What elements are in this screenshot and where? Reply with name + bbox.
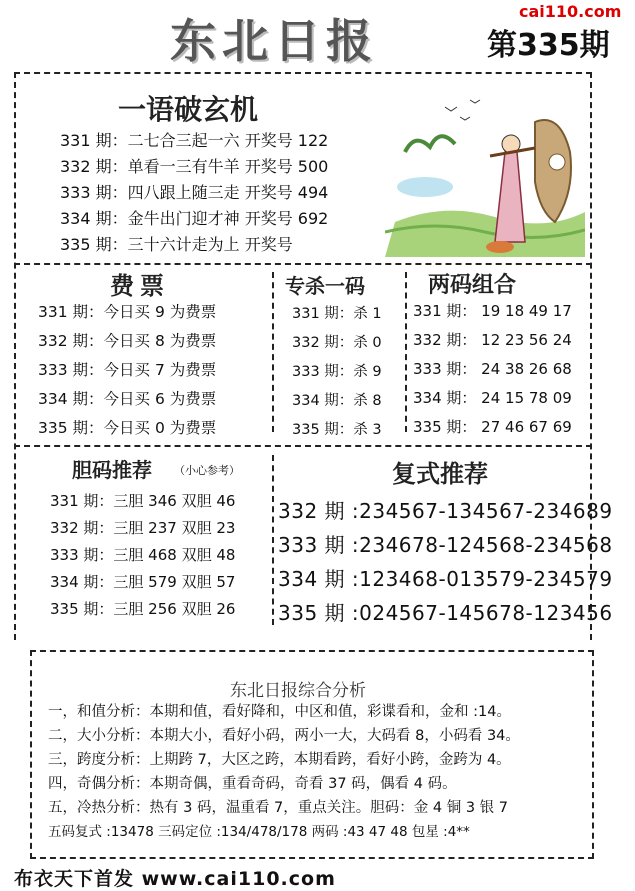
zhuansha-title: 专杀一码 [285, 274, 365, 298]
issue-number: 第335期 [487, 28, 610, 63]
analysis-list [48, 700, 520, 844]
danma-row: 333 期：三胆 468 双胆 48 [50, 546, 236, 564]
danma-row: 335 期：三胆 256 双胆 26 [50, 600, 236, 618]
liangma-row: 334 期： 24 15 78 09 [413, 389, 572, 407]
zhuansha-row: 331 期：杀 1 [292, 306, 382, 322]
yiyu-row: 335 期：三十六计走为上 开奖号 [60, 235, 293, 254]
analysis-title: 东北日报综合分析 [230, 681, 366, 701]
feipiao-row: 332 期：今日买 8 为费票 [38, 332, 217, 350]
fushi-row: 335 期 :024567-145678-123456 [278, 601, 613, 625]
zhuansha-row: 333 期：杀 9 [292, 364, 382, 380]
danma-note: （小心参考） [174, 464, 240, 477]
liangma-row: 335 期： 27 46 67 69 [413, 418, 572, 436]
analysis-row: 五，冷热分析：热有 3 码，温重看 7，重点关注。胆码：金 4 铜 3 银 7 [48, 800, 508, 816]
yiyu-row: 334 期：金牛出门迎才神 开奖号 692 [60, 209, 329, 228]
yiyu-row: 331 期：二七合三起一六 开奖号 122 [60, 131, 329, 150]
frame-left [14, 72, 16, 640]
liangma-row: 331 期： 19 18 49 17 [413, 302, 572, 320]
analysis-row: 四，奇偶分析：本期奇偶，重看奇码，奇看 37 码，偶看 4 码。 [48, 776, 457, 792]
analysis-row: 三，跨度分析：上期跨 7，大区之跨，本期看跨，看好小跨，金跨为 4。 [48, 752, 511, 768]
yiyu-title: 一语破玄机 [118, 93, 259, 126]
fushi-row: 332 期 :234567-134567-234689 [278, 499, 613, 523]
liangma-title: 两码组合 [428, 273, 517, 298]
feipiao-row: 334 期：今日买 6 为费票 [38, 390, 217, 408]
flute-player-illustration [385, 92, 585, 257]
analysis-row: 一，和值分析：本期和值，看好降和，中区和值，彩谍看和，金和 :14。 [48, 704, 511, 720]
frame-top [14, 72, 592, 74]
fushi-row: 334 期 :123468-013579-234579 [278, 567, 613, 591]
fushi-row: 333 期 :234678-124568-234568 [278, 533, 613, 557]
liangma-row: 332 期： 12 23 56 24 [413, 331, 572, 349]
feipiao-row: 331 期：今日买 9 为费票 [38, 303, 217, 321]
danma-row: 334 期：三胆 579 双胆 57 [50, 573, 236, 591]
feipiao-title: 费票 [110, 272, 170, 300]
liangma-list [413, 300, 572, 445]
danma-list [50, 490, 235, 625]
analysis-row: 二，大小分析：本期大小，看好小码，两小一大，大码看 8，小码看 34。 [48, 728, 520, 744]
analysis-row: 五码复式 :13478 三码定位 :134/478/178 两码 :43 47 48 包星 :4** [48, 824, 470, 840]
danma-row: 331 期：三胆 346 双胆 46 [50, 492, 236, 510]
feipiao-row: 333 期：今日买 7 为费票 [38, 361, 217, 379]
liangma-row: 333 期： 24 38 26 68 [413, 360, 572, 378]
feipiao-row: 335 期：今日买 0 为费票 [38, 419, 217, 437]
zhuansha-list [292, 302, 382, 447]
divider-1 [14, 263, 592, 265]
yiyu-row: 333 期：四八跟上随三走 开奖号 494 [60, 183, 329, 202]
divider-v3 [272, 455, 274, 625]
zhuansha-row: 332 期：杀 0 [292, 335, 382, 351]
danma-title: 胆码推荐 [72, 458, 152, 482]
fushi-list [278, 495, 613, 631]
fushi-title: 复式推荐 [392, 460, 488, 488]
masthead-title: 东北日报 [170, 14, 378, 68]
site-watermark: cai110.com [519, 2, 622, 21]
footer-credit: 布衣天下首发 www.cai110.com [14, 868, 336, 890]
divider-v2 [405, 272, 407, 432]
feipiao-list [38, 300, 216, 445]
danma-row: 332 期：三胆 237 双胆 23 [50, 519, 236, 537]
divider-2 [14, 445, 592, 447]
zhuansha-row: 334 期：杀 8 [292, 393, 382, 409]
zhuansha-row: 335 期：杀 3 [292, 422, 382, 438]
yiyu-row: 332 期：单看一三有牛羊 开奖号 500 [60, 157, 329, 176]
yiyu-list [60, 128, 328, 258]
divider-v1 [272, 272, 274, 432]
